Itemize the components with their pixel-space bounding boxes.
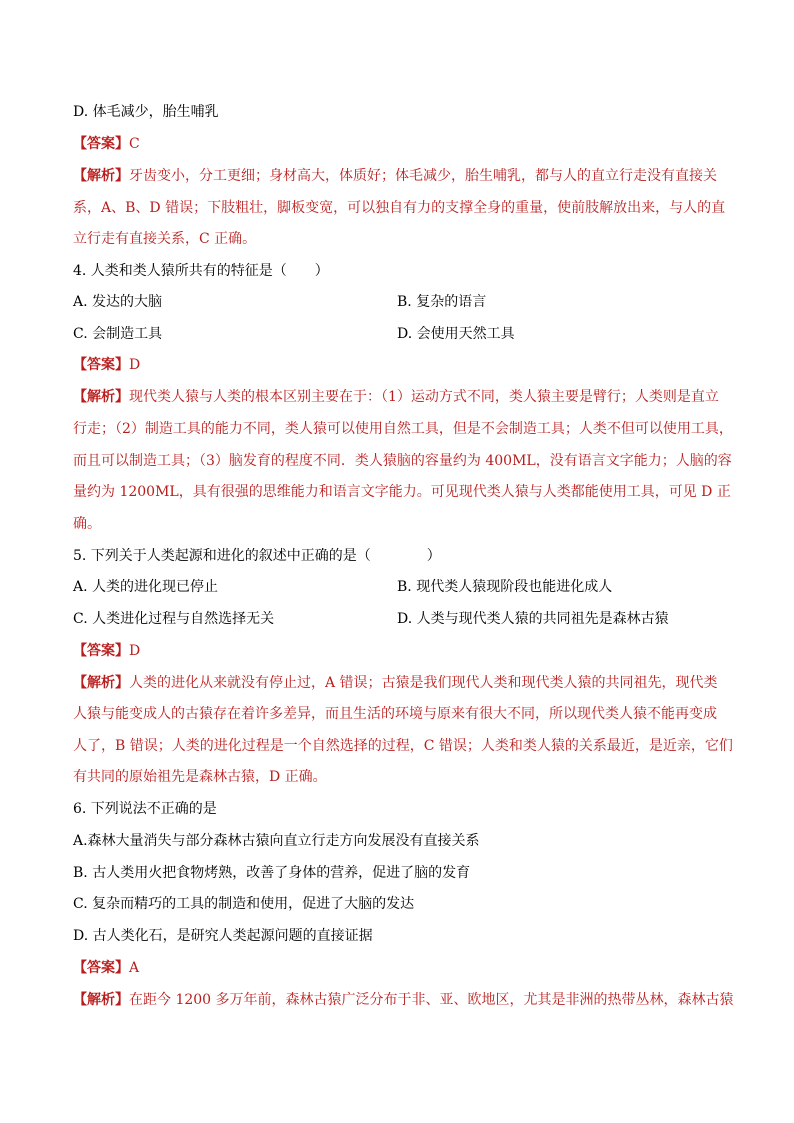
q5-option-d: D. 人类与现代类人猿的共同祖先是森林古猿: [397, 611, 669, 627]
answer-label: 【答案】: [73, 357, 129, 373]
q6-option-b: B. 古人类用火把食物烤熟，改善了身体的营养，促进了脑的发育: [73, 865, 471, 881]
answer-label: 【答案】: [73, 960, 129, 976]
analysis-label: 【解析】: [73, 675, 129, 691]
q5-analysis-line: 人了，B 错误；人类的进化过程是一个自然选择的过程，C 错误；人类和类人猿的关系最近，是近亲，它们: [73, 738, 733, 754]
q4-stem: 4. 人类和类人猿所共有的特征是（ ）: [73, 263, 329, 279]
q5-option-a: A. 人类的进化现已停止: [73, 579, 219, 595]
answer-value: C: [129, 136, 140, 152]
q4-analysis-line: 行走；（2）制造工具的能力不同，类人猿可以使用自然工具，但是不会制造工具；人类不但可以使用工具，: [73, 421, 733, 437]
q4-option-a: A. 发达的大脑: [73, 294, 163, 310]
q3-option-d: D. 体毛减少，胎生哺乳: [73, 104, 219, 120]
q5-stem: 5. 下列关于人类起源和进化的叙述中正确的是（ ）: [73, 548, 441, 564]
q3-analysis-line: 系，A、B、D 错误；下肢粗壮，脚板变宽，可以独自有力的支撑全身的重量，使前肢解放出来，与人的直: [73, 200, 726, 216]
analysis-label: 【解析】: [73, 168, 129, 184]
q4-option-b: B. 复杂的语言: [397, 294, 487, 310]
q4-answer: [73, 355, 140, 375]
q6-stem: 6. 下列说法不正确的是: [73, 801, 217, 817]
answer-value: A: [129, 960, 140, 976]
q6-option-d: D. 古人类化石，是研究人类起源问题的直接证据: [73, 928, 373, 944]
answer-value: D: [129, 357, 141, 373]
q3-answer: [73, 134, 140, 154]
q3-analysis-line: 立行走有直接关系，C 正确。: [73, 231, 257, 247]
q5-answer: [73, 641, 140, 661]
q4-analysis-line: 而且可以制造工具；（3）脑发育的程度不同．类人猿脑的容量约为 400ML，没有语言文字能力；人脑的容: [73, 453, 732, 469]
answer-value: D: [129, 643, 141, 659]
q4-option-c: C. 会制造工具: [73, 326, 163, 342]
q5-analysis-line: 有共同的原始祖先是森林古猿，D 正确。: [73, 769, 327, 785]
answer-label: 【答案】: [73, 136, 129, 152]
q4-analysis-line: 量约为 1200ML，具有很强的思维能力和语言文字能力。可见现代类人猿与人类都能使用工具，可见 D 正: [73, 484, 731, 500]
q5-analysis-line: 人猿与能变成人的古猿存在着许多差异，而且生活的环境与原来有很大不同，所以现代类人猿不能再变成: [73, 706, 717, 722]
answer-label: 【答案】: [73, 643, 129, 659]
q4-analysis-line: 【解析】现代类人猿与人类的根本区别主要在于：（1）运动方式不同，类人猿主要是臂行；人类则是直立: [73, 389, 719, 405]
q6-option-a: A.森林大量消失与部分森林古猿向直立行走方向发展没有直接关系: [73, 833, 480, 849]
q5-analysis-line: 【解析】人类的进化从来就没有停止过，A 错误；古猿是我们现代人类和现代类人猿的共同祖先，现代类: [73, 675, 718, 691]
q3-analysis-line: 【解析】牙齿变小，分工更细；身材高大，体质好；体毛减少，胎生哺乳，都与人的直立行走没有直接关: [73, 168, 717, 184]
q6-answer: [73, 958, 139, 978]
q5-option-c: C. 人类进化过程与自然选择无关: [73, 611, 275, 627]
q4-analysis-line: 确。: [73, 516, 101, 532]
analysis-label: 【解析】: [73, 389, 129, 405]
analysis-label: 【解析】: [73, 992, 129, 1008]
q6-analysis-line: 【解析】在距今 1200 多万年前，森林古猿广泛分布于非、亚、欧地区，尤其是非洲的热带丛林，森林古猿: [73, 992, 734, 1008]
q4-option-d: D. 会使用天然工具: [397, 326, 515, 342]
q6-option-c: C. 复杂而精巧的工具的制造和使用，促进了大脑的发达: [73, 896, 415, 912]
q5-option-b: B. 现代类人猿现阶段也能进化成人: [397, 579, 613, 595]
